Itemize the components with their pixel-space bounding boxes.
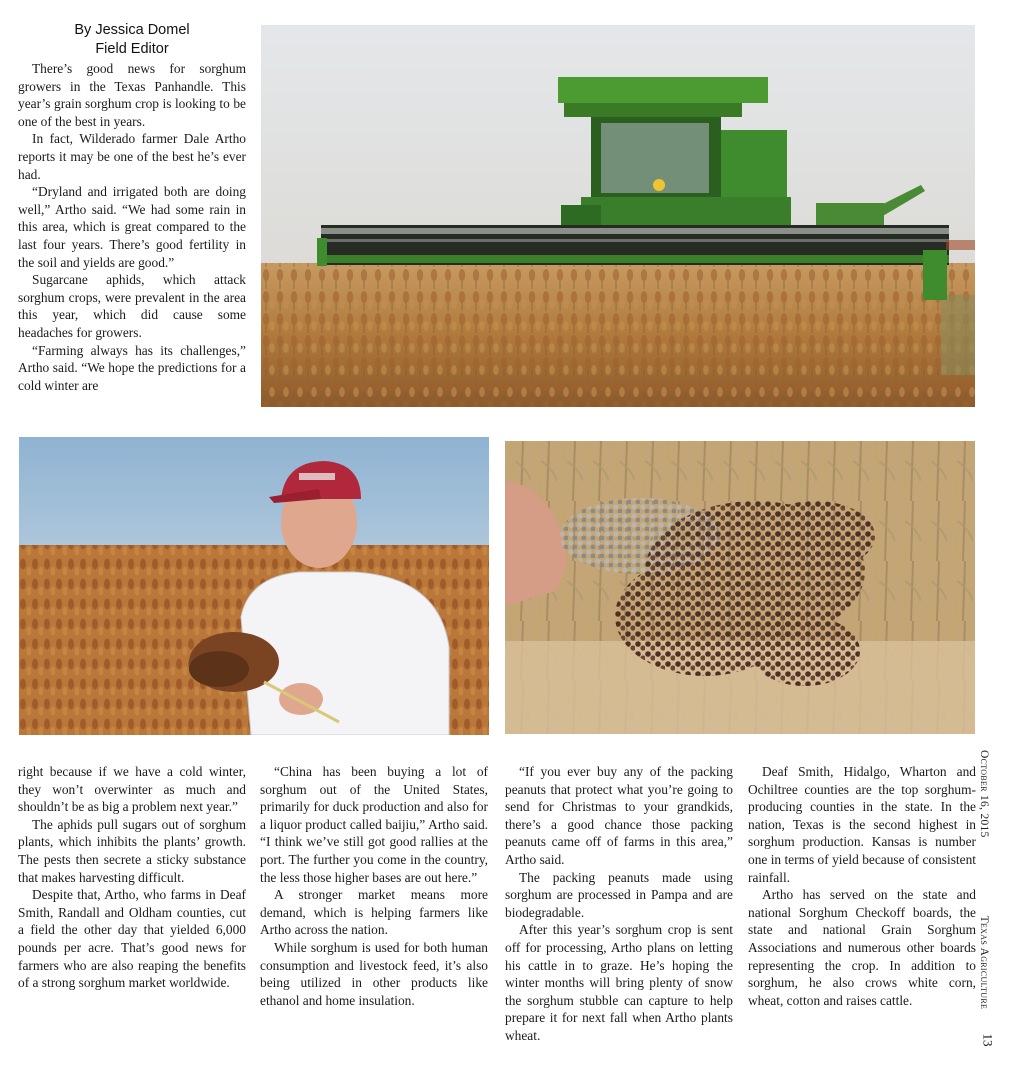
issue-date: October 16, 2015: [978, 750, 990, 838]
byline-author: By Jessica Domel: [74, 22, 190, 38]
farmer-holding-sorghum-photo: [19, 437, 489, 735]
paragraph: Artho has served on the state and national Sorghum Checkoff boards, the state and national Grain Sorghum Associations and numerous other boards representing the crop. In addition to sorghum, he also crows white corn, wheat, cotton and raises cattle.: [748, 887, 976, 1008]
paragraph: In fact, Wilderado farmer Dale Artho reports it may be one of the best he’s ever had.: [18, 131, 246, 182]
paragraph: Deaf Smith, Hidalgo, Wharton and Ochiltree counties are the top sorghum-producing counties in the state. In the nation, Texas is the second highest in sorghum production. Kansas is number one in terms of yield because of consistent rainfall.: [748, 764, 976, 885]
byline-title: Field Editor: [95, 40, 169, 57]
column-1-bottom: [18, 763, 246, 992]
column-2: [260, 763, 488, 1009]
paragraph: After this year’s sorghum crop is sent off for processing, Artho plans on letting his cattle in to graze. He’s hoping the winter months will bring plenty of snow the sorghum stubble can capture to help prepare it for next fall when Artho plants wheat.: [505, 922, 733, 1043]
paragraph: Despite that, Artho, who farms in Deaf Smith, Randall and Oldham counties, cut a field the other day that yielded 6,000 pounds per acre. That’s good news for farmers who are also reaping the benefits of a strong sorghum market worldwide.: [18, 887, 246, 991]
paragraph: There’s good news for sorghum growers in the Texas Panhandle. This year’s grain sorghum crop is looking to be one of the best in years.: [18, 61, 246, 129]
paragraph: “Dryland and irrigated both are doing well,” Artho said. “We had some rain in this area, which is great compared to the last four years. There’s good fertility in the soil and yields are good.”: [18, 184, 246, 270]
paragraph: “China has been buying a lot of sorghum out of the United States, primarily for duck production and also for a liquor product called baijiu,” Artho said. “I think we’ve still got good rallies at the port. The further you come in the country, the less those higher bases are out here.”: [260, 764, 488, 885]
paragraph: right because if we have a cold winter, they won’t overwinter as much and shouldn’t be as big a problem next year.”: [18, 764, 246, 815]
paragraph: The packing peanuts made using sorghum are processed in Pampa and are biodegradable.: [505, 869, 733, 920]
paragraph: The aphids pull sugars out of sorghum plants, which inhibits the plants’ growth. The pests then secrete a sticky substance that makes harvesting difficult.: [18, 816, 246, 885]
page-footer-sidebar: [974, 750, 990, 1060]
paragraph: “Farming always has its challenges,” Artho said. “We hope the predictions for a cold winter are: [18, 342, 246, 393]
column-3: [505, 763, 733, 1045]
column-4: [748, 763, 976, 1009]
column-1-top: [18, 22, 246, 394]
combine-harvester-photo: [261, 25, 975, 407]
paragraph: While sorghum is used for both human consumption and livestock feed, it’s also being utilized in other products like ethanol and home insulation.: [260, 939, 488, 1008]
paragraph: Sugarcane aphids, which attack sorghum crops, were prevalent in the area this year, which did cause some headaches for growers.: [18, 272, 246, 340]
paragraph: A stronger market means more demand, which is helping farmers like Artho across the nation.: [260, 887, 488, 938]
publication-name: Texas Agriculture: [978, 915, 990, 1010]
paragraph: “If you ever buy any of the packing peanuts that protect what you’re going to send for Christmas to your grandkids, there’s a good chance those packing peanuts came off of farms in this area,” Artho said.: [505, 764, 733, 867]
page-number: 13: [980, 1033, 996, 1047]
sorghum-grain-head-photo: [505, 441, 975, 734]
